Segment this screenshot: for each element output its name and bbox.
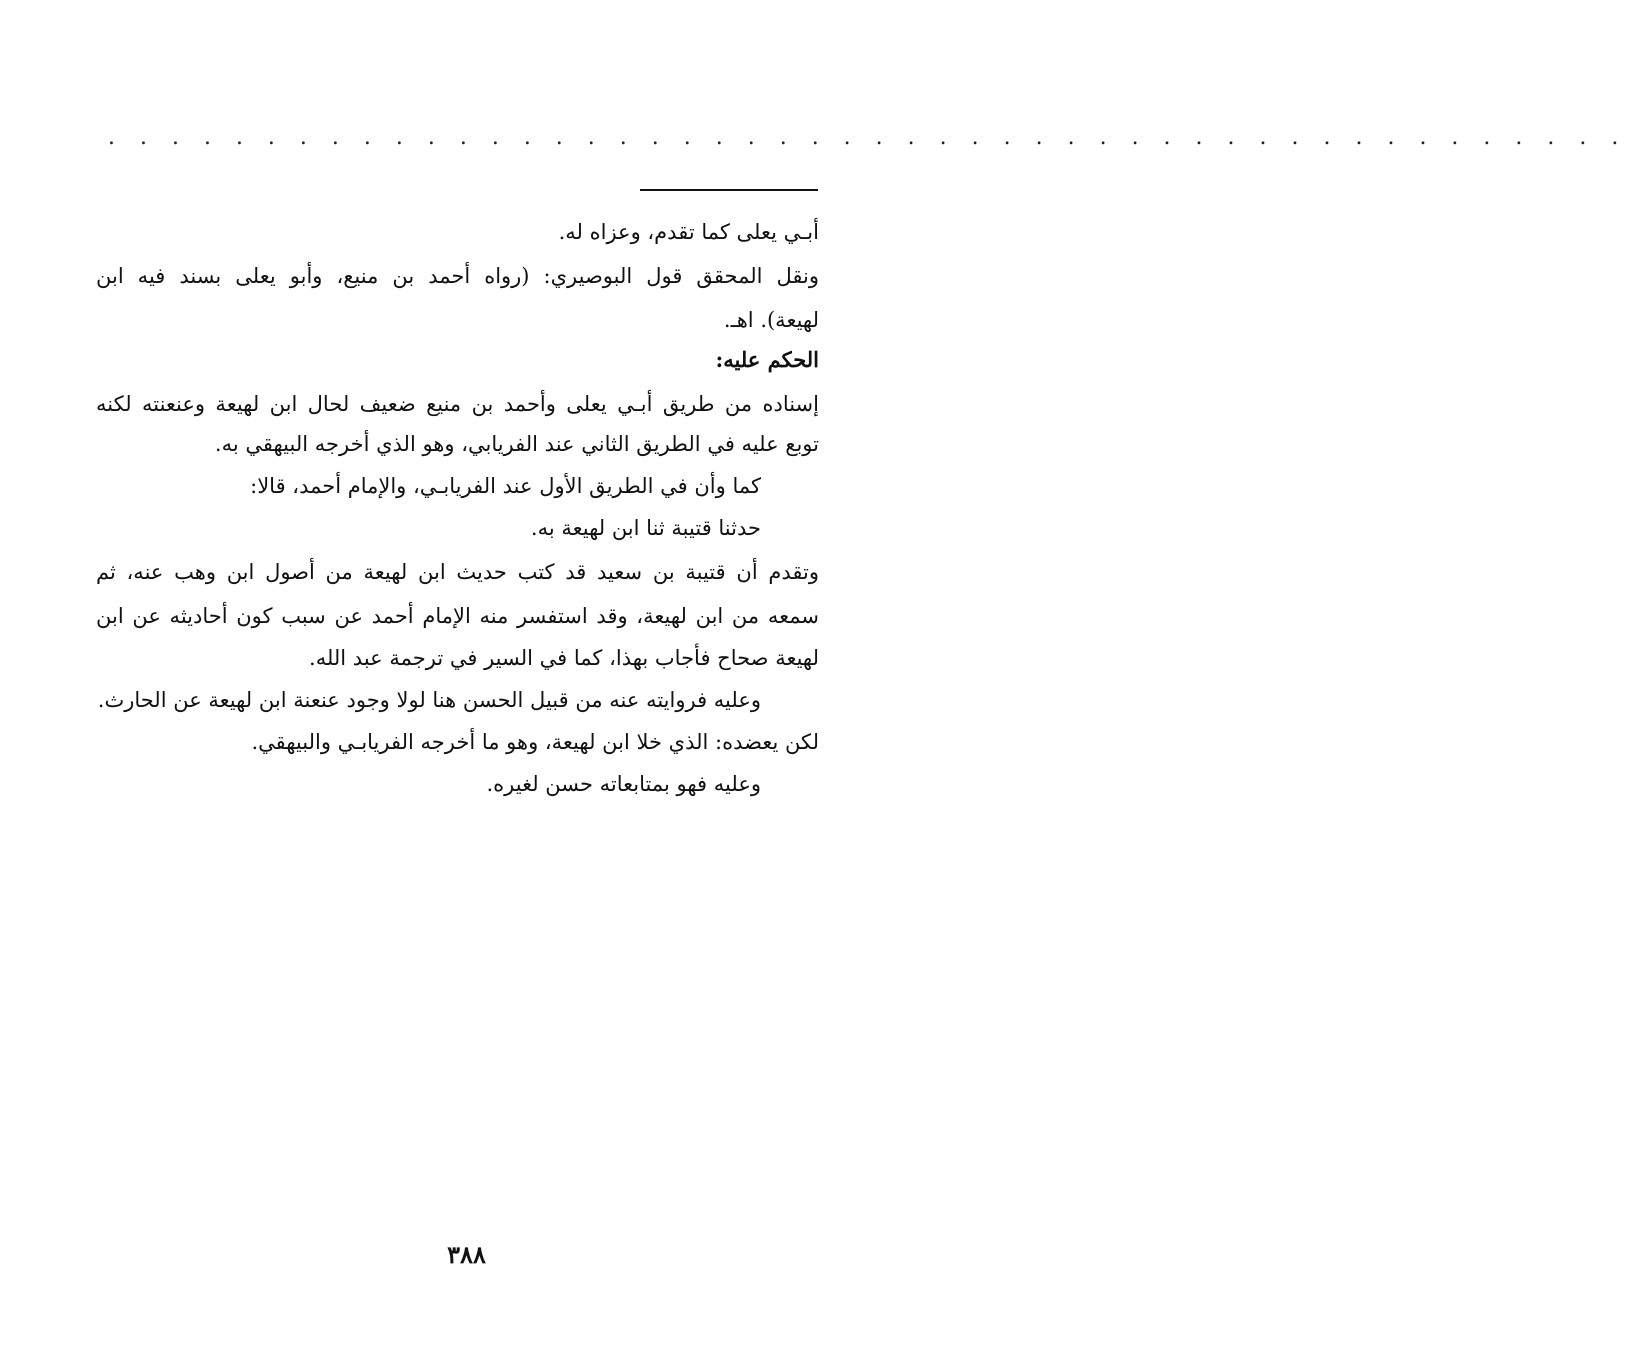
page-number: ٣٨٨ — [447, 1240, 486, 1269]
text-line: إسناده من طريق أبـي يعلى وأحمد بن منيع ضعيف لحال ابن لهيعة وعنعنته لكنه — [96, 392, 819, 416]
text-line: وعليه فهو بمتابعاته حسن لغيره. — [486, 772, 761, 796]
text-line: ونقل المحقق قول البوصيري: (رواه أحمد بن منيع، وأبو يعلى بسند فيه ابن — [96, 264, 819, 288]
section-heading: الحكم عليه: — [715, 347, 819, 372]
text-line: وتقدم أن قتيبة بن سعيد قد كتب حديث ابن لهيعة من أصول ابن وهب عنه، ثم — [96, 560, 819, 584]
text-line: وعليه فروايته عنه من قبيل الحسن هنا لولا وجود عنعنة ابن لهيعة عن الحارث. — [97, 688, 761, 712]
text-line: لهيعة صحاح فأجاب بهذا، كما في السير في ترجمة عبد الله. — [309, 646, 819, 670]
text-line: سمعه من ابن لهيعة، وقد استفسر منه الإمام أحمد عن سبب كون أحاديثه عن ابن — [96, 604, 819, 628]
footnote-separator-dots: . . . . . . . . . . . . . . . . . . . . . . . . . . . . . . . . . . . . . . . . . . . . . . . . — [108, 125, 1627, 150]
text-line: لكن يعضده: الذي خلا ابن لهيعة، وهو ما أخرجه الفريابـي والبيهقي. — [251, 730, 819, 754]
text-line: أبـي يعلى كما تقدم، وعزاه له. — [558, 220, 819, 244]
text-line: لهيعة). اهـ. — [723, 308, 819, 332]
footnote-rule — [640, 189, 818, 191]
text-line: توبع عليه في الطريق الثاني عند الفريابي، وهو الذي أخرجه البيهقي به. — [214, 432, 819, 456]
text-line: حدثنا قتيبة ثنا ابن لهيعة به. — [530, 516, 761, 540]
text-line: كما وأن في الطريق الأول عند الفريابـي، والإمام أحمد، قالا: — [250, 474, 761, 498]
